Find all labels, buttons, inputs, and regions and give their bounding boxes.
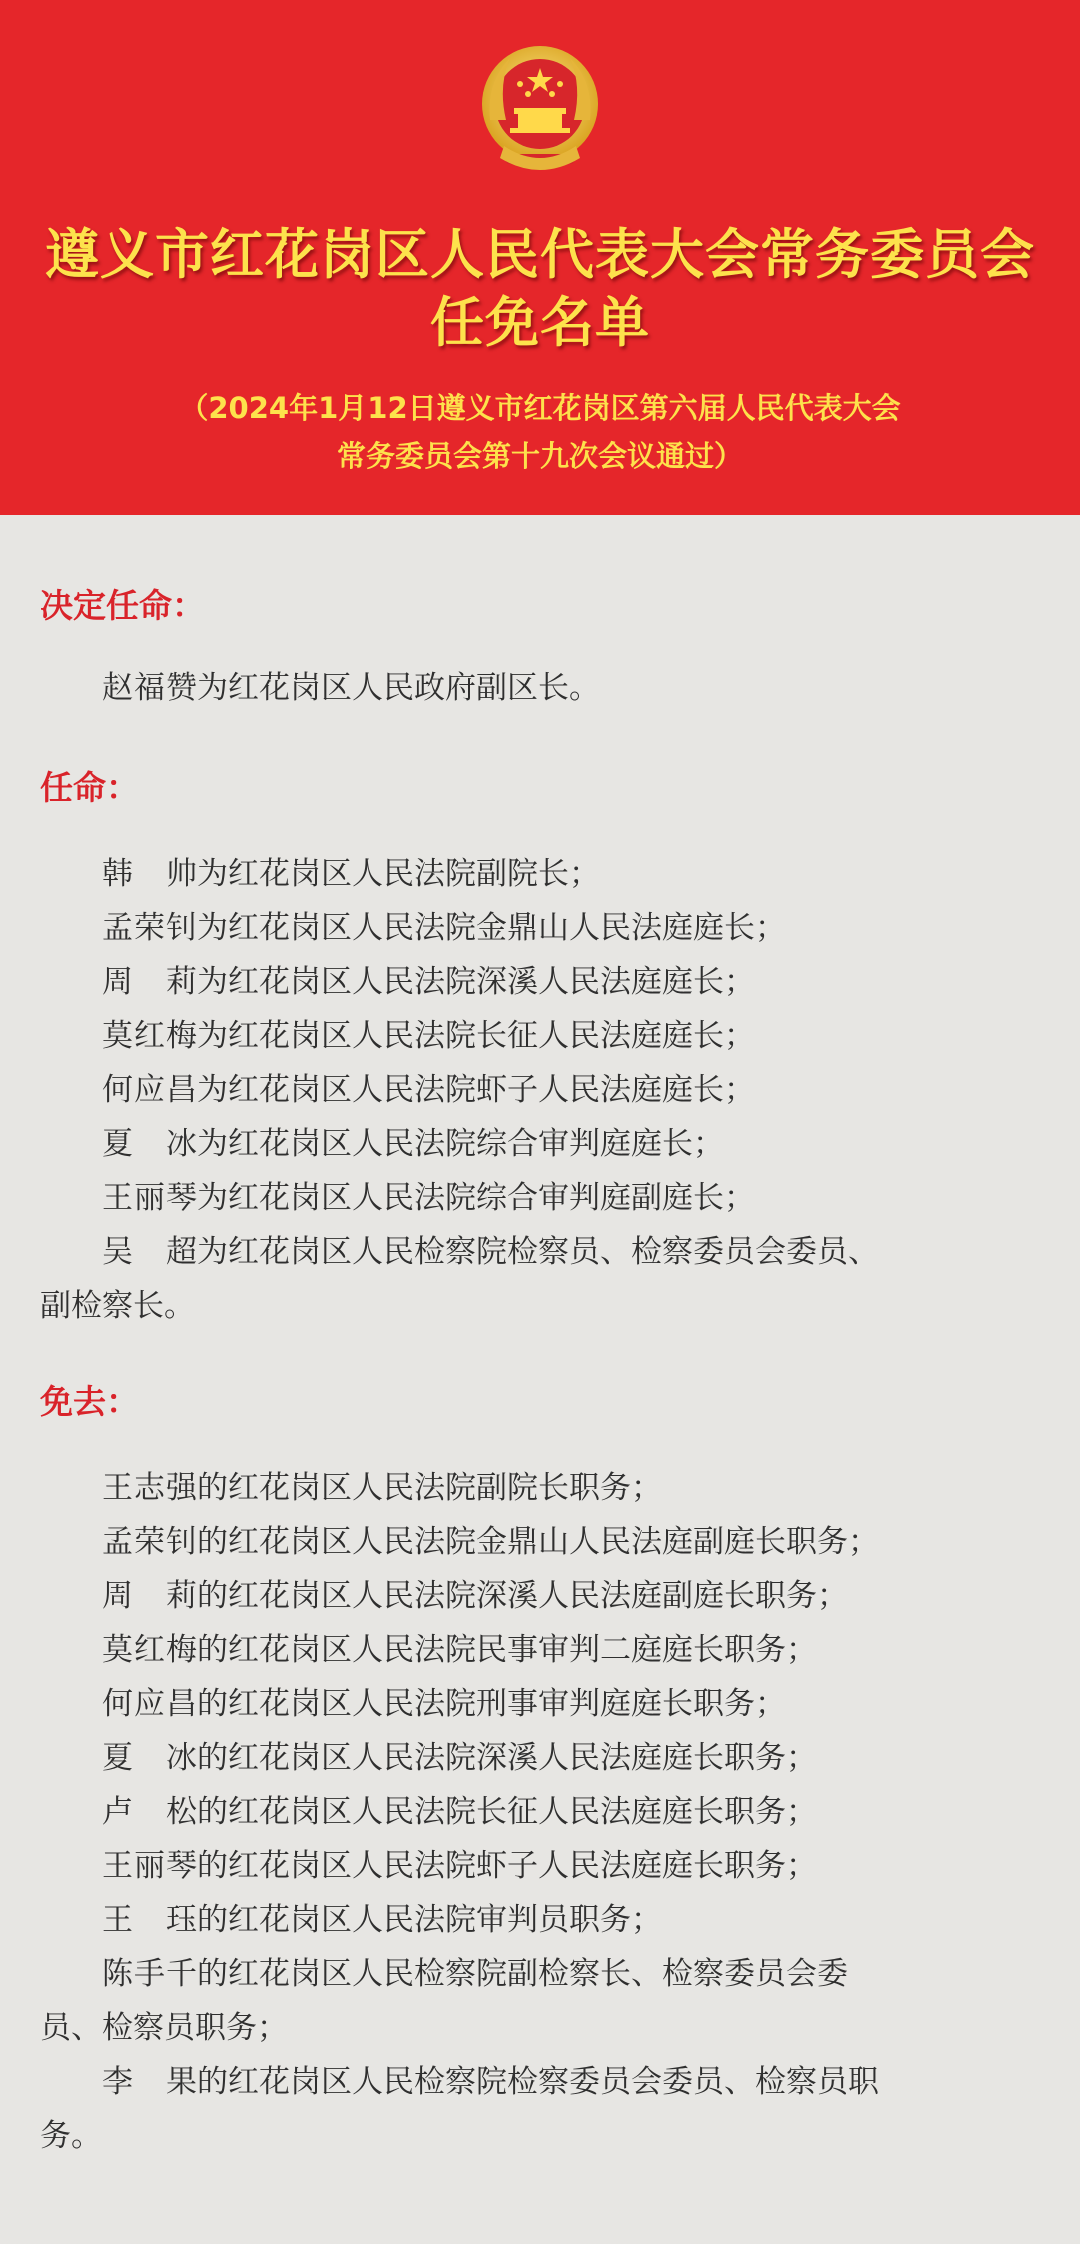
appointment-text: 为红花岗区人民检察院检察员、检察委员会委员、 (197, 1234, 879, 1270)
removal-text: 的红花岗区人民法院虾子人民法庭庭长职务； (197, 1848, 817, 1884)
list-item (102, 1122, 724, 1166)
person-name: 孟荣钊 (102, 1524, 197, 1560)
list-item (102, 1014, 755, 1058)
person-name: 周莉 (102, 1578, 197, 1614)
document-subtitle-line2: 常务委员会第十九次会议通过） (336, 439, 743, 473)
document-title-line1: 遵义市红花岗区人民代表大会常务委员会 (45, 222, 1035, 286)
person-name: 王丽琴 (102, 1180, 197, 1216)
appointment-text: 为红花岗区人民法院综合审判庭副庭长； (197, 1180, 755, 1216)
person-name: 何应昌 (102, 1686, 197, 1722)
section-heading-decide-appoint: 决定任命： (40, 586, 205, 625)
removal-text: 的红花岗区人民法院副院长职务； (197, 1470, 662, 1506)
list-item (102, 1628, 817, 1672)
removal-text: 的红花岗区人民法院长征人民法庭庭长职务； (197, 1794, 817, 1830)
appointment-text: 为红花岗区人民法院金鼎山人民法庭庭长； (197, 910, 786, 946)
person-name: 王志强 (102, 1470, 197, 1506)
person-name: 陈手千 (102, 1956, 197, 1992)
list-item (102, 1682, 786, 1726)
document-subtitle-line1: （2024年1月12日遵义市红花岗区第六届人民代表大会 (179, 391, 901, 425)
removal-text: 的红花岗区人民检察院副检察长、检察委员会委 (197, 1956, 848, 1992)
removal-text: 的红花岗区人民法院深溪人民法庭副庭长职务； (197, 1578, 848, 1614)
list-item (102, 906, 786, 950)
person-name: 莫红梅 (102, 1632, 197, 1668)
person-name: 周莉 (102, 964, 197, 1000)
national-emblem-icon (476, 42, 604, 180)
list-item (102, 1844, 817, 1888)
person-name: 李果 (102, 2064, 197, 2100)
person-name: 何应昌 (102, 1072, 197, 1108)
list-item (102, 1952, 848, 1996)
list-item-continuation: 务。 (40, 2118, 102, 2154)
appointment-text: 为红花岗区人民法院综合审判庭庭长； (197, 1126, 724, 1162)
document-title-line2: 任免名单 (430, 290, 650, 354)
removal-text: 的红花岗区人民法院民事审判二庭庭长职务； (197, 1632, 817, 1668)
person-name: 孟荣钊 (102, 910, 197, 946)
removal-text: 的红花岗区人民法院刑事审判庭庭长职务； (197, 1686, 786, 1722)
person-name: 夏冰 (102, 1126, 197, 1162)
list-item (102, 1176, 755, 1220)
list-item (102, 1068, 755, 1112)
person-name: 赵福赞 (102, 670, 197, 706)
section-heading-appoint: 任命： (40, 768, 139, 807)
person-name: 夏冰 (102, 1740, 197, 1776)
appointment-text: 为红花岗区人民法院长征人民法庭庭长； (197, 1018, 755, 1054)
header-banner (0, 0, 1080, 515)
list-item (102, 960, 755, 1004)
list-item (102, 666, 600, 710)
removal-text: 的红花岗区人民法院深溪人民法庭庭长职务； (197, 1740, 817, 1776)
list-item-continuation: 员、检察员职务； (40, 2010, 288, 2046)
list-item (102, 1898, 662, 1942)
removal-text: 的红花岗区人民法院金鼎山人民法庭副庭长职务； (197, 1524, 879, 1560)
list-item (102, 1230, 879, 1274)
person-name: 韩帅 (102, 856, 197, 892)
list-item (102, 2060, 879, 2104)
person-name: 卢松 (102, 1794, 197, 1830)
person-name: 莫红梅 (102, 1018, 197, 1054)
appointment-text: 为红花岗区人民法院深溪人民法庭庭长； (197, 964, 755, 1000)
removal-text: 的红花岗区人民法院审判员职务； (197, 1902, 662, 1938)
person-name: 王丽琴 (102, 1848, 197, 1884)
list-item (102, 1736, 817, 1780)
list-item (102, 1466, 662, 1510)
appointment-text: 为红花岗区人民法院副院长； (197, 856, 600, 892)
removal-text: 的红花岗区人民检察院检察委员会委员、检察员职 (197, 2064, 879, 2100)
list-item (102, 1790, 817, 1834)
appointment-text: 为红花岗区人民政府副区长。 (197, 670, 600, 706)
list-item (102, 852, 600, 896)
section-heading-remove: 免去： (40, 1382, 139, 1421)
list-item (102, 1574, 848, 1618)
person-name: 吴超 (102, 1234, 197, 1270)
list-item (102, 1520, 879, 1564)
person-name: 王珏 (102, 1902, 197, 1938)
appointment-text: 为红花岗区人民法院虾子人民法庭庭长； (197, 1072, 755, 1108)
list-item-continuation: 副检察长。 (40, 1288, 195, 1324)
